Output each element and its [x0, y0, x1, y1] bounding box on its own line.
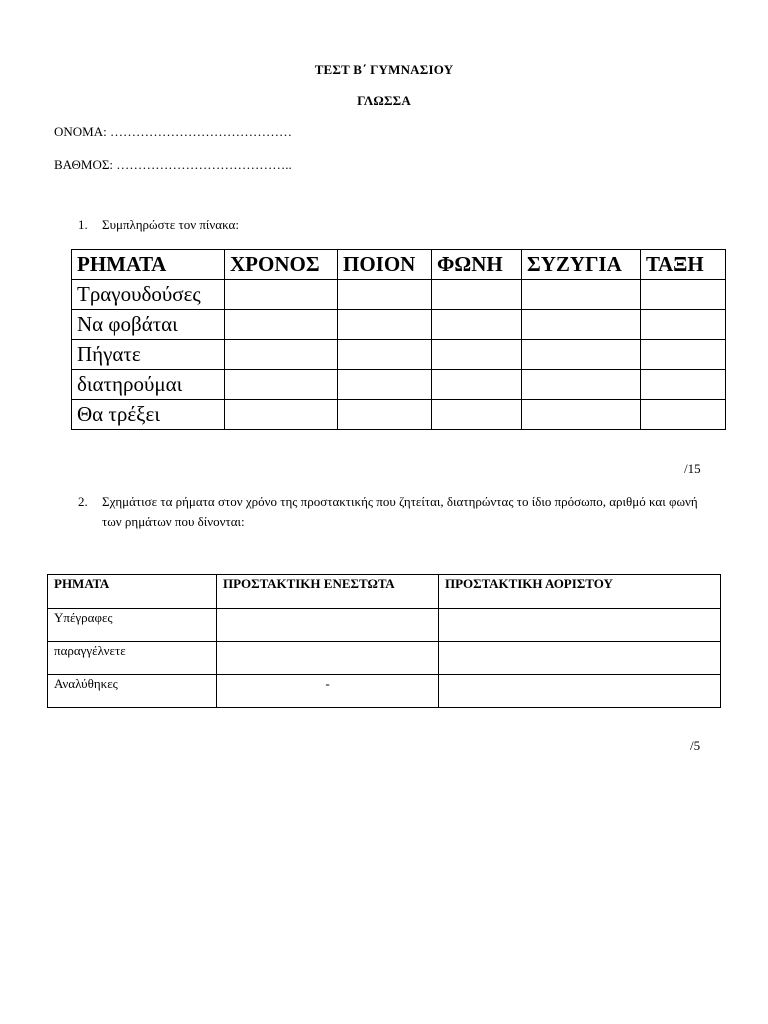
table-row — [48, 642, 721, 675]
answer-cell[interactable] — [432, 310, 522, 340]
verb-cell: Τραγουδούσες — [72, 280, 225, 310]
verb-cell: Υπέγραφες — [48, 609, 217, 642]
answer-cell[interactable] — [522, 310, 641, 340]
answer-cell[interactable] — [641, 400, 726, 430]
question-2 — [78, 492, 718, 532]
answer-cell[interactable] — [432, 400, 522, 430]
table-row — [72, 400, 726, 430]
question-1-text: Συμπληρώστε τον πίνακα: — [102, 217, 239, 232]
answer-cell[interactable] — [338, 280, 432, 310]
verb-cell: Αναλύθηκες — [48, 675, 217, 708]
table-row — [72, 370, 726, 400]
question-1 — [78, 215, 718, 235]
grade-field: ΒΑΘΜΟΣ: ………………………………….. — [54, 157, 292, 172]
verb-cell: Να φοβάται — [72, 310, 225, 340]
verb-cell: παραγγέλνετε — [48, 642, 217, 675]
answer-cell[interactable] — [225, 400, 338, 430]
question-2-number: 2. — [78, 494, 88, 509]
answer-cell[interactable] — [225, 370, 338, 400]
table-row — [72, 340, 726, 370]
header-verbs: ΡΗΜΑΤΑ — [72, 250, 225, 280]
answer-cell[interactable] — [338, 340, 432, 370]
answer-cell[interactable] — [522, 280, 641, 310]
header-verbs: ΡΗΜΑΤΑ — [48, 575, 217, 609]
header-voice: ΦΩΝΗ — [432, 250, 522, 280]
table-row — [72, 310, 726, 340]
imperative-table — [47, 574, 721, 708]
answer-cell[interactable] — [641, 310, 726, 340]
answer-cell[interactable] — [432, 370, 522, 400]
header-class: ΤΑΞΗ — [641, 250, 726, 280]
answer-cell[interactable] — [432, 340, 522, 370]
answer-cell[interactable] — [217, 609, 439, 642]
answer-cell[interactable] — [225, 340, 338, 370]
question-1-number: 1. — [78, 217, 88, 232]
answer-cell[interactable] — [217, 642, 439, 675]
header-person: ΠΟΙΟΝ — [338, 250, 432, 280]
answer-cell[interactable] — [225, 310, 338, 340]
answer-cell[interactable] — [522, 400, 641, 430]
header-aorist-imperative: ΠΡΟΣΤΑΚΤΙΚΗ ΑΟΡΙΣΤΟΥ — [439, 575, 721, 609]
answer-cell[interactable] — [641, 340, 726, 370]
answer-cell[interactable] — [439, 642, 721, 675]
table-header-row — [48, 575, 721, 609]
document-subject: ΓΛΩΣΣΑ — [357, 93, 411, 108]
verb-cell: διατηρούμαι — [72, 370, 225, 400]
answer-cell[interactable]: - — [217, 675, 439, 708]
question-2-text: Σχημάτισε τα ρήματα στον χρόνο της προστακτικής που ζητείται, διατηρώντας το ίδιο πρόσωπο, αριθμό και φωνή των ρημάτων που δίνονται: — [102, 494, 698, 529]
header-present-imperative: ΠΡΟΣΤΑΚΤΙΚΗ ΕΝΕΣΤΩΤΑ — [217, 575, 439, 609]
verb-cell: Πήγατε — [72, 340, 225, 370]
answer-cell[interactable] — [641, 370, 726, 400]
name-field: ΟΝΟΜΑ: …………………………………… — [54, 124, 292, 139]
answer-cell[interactable] — [439, 675, 721, 708]
answer-cell[interactable] — [522, 370, 641, 400]
table-row — [48, 609, 721, 642]
answer-cell[interactable] — [338, 370, 432, 400]
question-1-score: /15 — [684, 461, 701, 476]
table-row — [48, 675, 721, 708]
table-header-row — [72, 250, 726, 280]
answer-cell[interactable] — [522, 340, 641, 370]
header-conjugation: ΣΥΖΥΓΙΑ — [522, 250, 641, 280]
verb-analysis-table — [71, 249, 726, 430]
document-title: ΤΕΣΤ Β΄ ΓΥΜΝΑΣΙΟΥ — [314, 62, 454, 77]
question-2-score: /5 — [690, 738, 701, 753]
table-row — [72, 280, 726, 310]
answer-cell[interactable] — [439, 609, 721, 642]
answer-cell[interactable] — [338, 400, 432, 430]
header-tense: ΧΡΟΝΟΣ — [225, 250, 338, 280]
answer-cell[interactable] — [641, 280, 726, 310]
verb-cell: Θα τρέξει — [72, 400, 225, 430]
answer-cell[interactable] — [432, 280, 522, 310]
answer-cell[interactable] — [338, 310, 432, 340]
answer-cell[interactable] — [225, 280, 338, 310]
